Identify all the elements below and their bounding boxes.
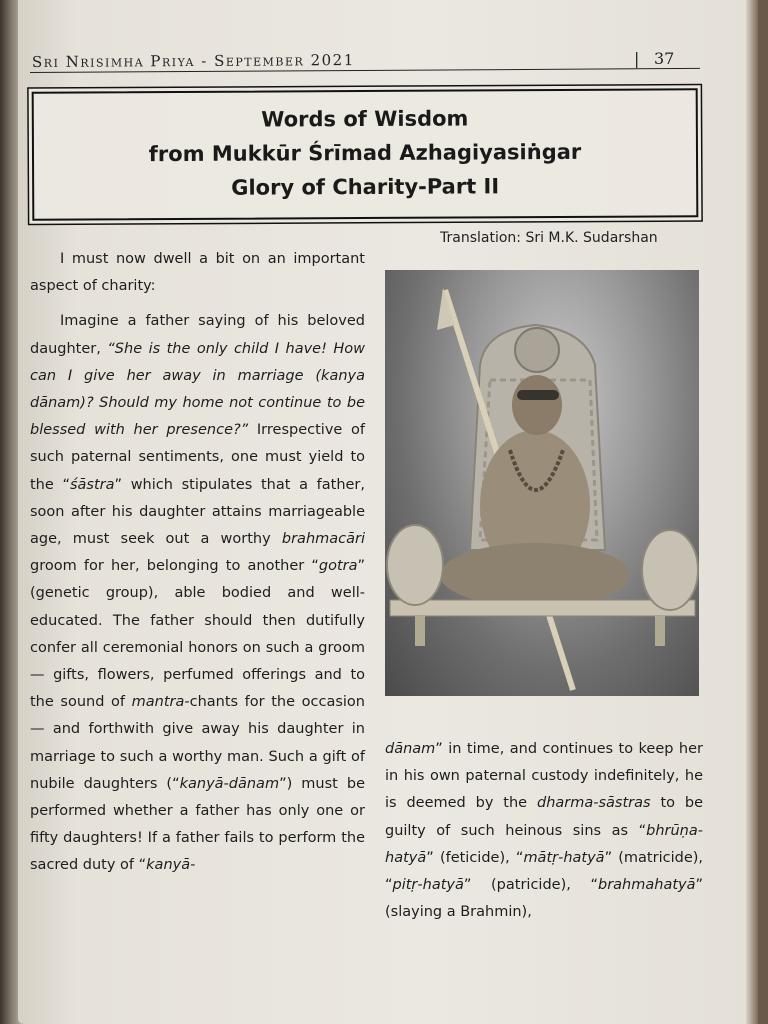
left-column — [30, 246, 365, 888]
page-edge — [746, 0, 758, 1024]
running-head-separator: | — [634, 49, 640, 68]
term-dharma-sastras: dharma-sāstras — [536, 795, 651, 812]
term-danam: dānam — [385, 741, 436, 757]
right-column — [385, 736, 703, 926]
title-line-1: Words of Wisdom — [261, 106, 469, 132]
rc-text-b: ” in time, and continues to keep her in his own paternal custody indefinitely, he is deemed by the — [385, 741, 703, 812]
paragraph-1: I must now dwell a bit on an important aspect of charity: — [30, 251, 365, 295]
p2-text-b: Irrespective of such paternal sentiments, one must yield to the “ — [30, 422, 366, 493]
term-bhruna-hatya: bhrūṇa-hatyā — [385, 822, 703, 866]
p2-text-g: ”) must be performed whether a father has only one or fifty daughters! If a father fails to perform the sacred duty of “ — [30, 775, 365, 874]
rc-text-d: to be guilty of such heinous sins as “ — [385, 795, 703, 839]
term-pitr-hatya: pitṛ-hatyā — [392, 877, 464, 894]
p2-text-e: ” (genetic group), able bodied and well-educated. The father should then dutifully confer all ceremonial honors on such a groom — gifts, flowers, perfumed offerings and to the sound of — [30, 558, 365, 711]
seated-sage-illustration — [385, 270, 699, 696]
term-kanya: kanyā- — [146, 857, 196, 874]
running-head — [32, 51, 355, 71]
p2-text-c: ” which stipulates that a father, soon after his daughter attains marriageable age, must seek out a worthy — [30, 476, 365, 548]
term-brahmahatya: brahmahatyā — [598, 877, 696, 894]
article-title-box — [32, 88, 699, 220]
term-matr-hatya: mātṛ-hatyā — [523, 849, 605, 866]
paragraph-2 — [30, 308, 365, 879]
rc-text-f: ” (feticide), “ — [426, 849, 524, 866]
title-line-3: Glory of Charity-Part II — [231, 174, 500, 200]
term-kanya-danam: kanyā-dānam — [179, 775, 280, 792]
title-line-2: from Mukkūr Śrīmad Azhagiyasiṅgar — [148, 139, 582, 167]
term-gotra: gotra — [318, 558, 358, 575]
p2-text-f: -chants for the occasion — and forthwith give away his daughter in marriage to such a worthy man. Such a gift of nubile daughters (“ — [30, 694, 365, 792]
translator-credit: Translation: Sri M.K. Sudarshan — [440, 230, 658, 246]
running-head-title: Sri Nrisimha Priya - September 2021 — [31, 51, 355, 71]
continuation-paragraph — [385, 736, 703, 926]
term-sastra: śāstra — [69, 476, 115, 493]
term-mantra: mantra — [131, 694, 185, 711]
page-number: 37 — [654, 49, 675, 68]
p2-text-d: groom for her, belonging to another “ — [30, 558, 319, 575]
term-brahmacari: brahmacāri — [281, 531, 365, 548]
portrait-photo — [385, 270, 699, 696]
rc-text-j: ” (patricide), “ — [463, 877, 598, 894]
p2-text-a: Imagine a father saying of his beloved daughter, — [30, 313, 365, 357]
rc-text-h: ” (matricide), “ — [385, 849, 704, 894]
rc-text-l: ” (slaying a Brahmin), — [385, 877, 703, 921]
p2-quote: “She is the only child I have! How can I give her away in marriage (kanya dānam)? Should my home not continue to be blessed with her presence?” — [30, 340, 365, 439]
